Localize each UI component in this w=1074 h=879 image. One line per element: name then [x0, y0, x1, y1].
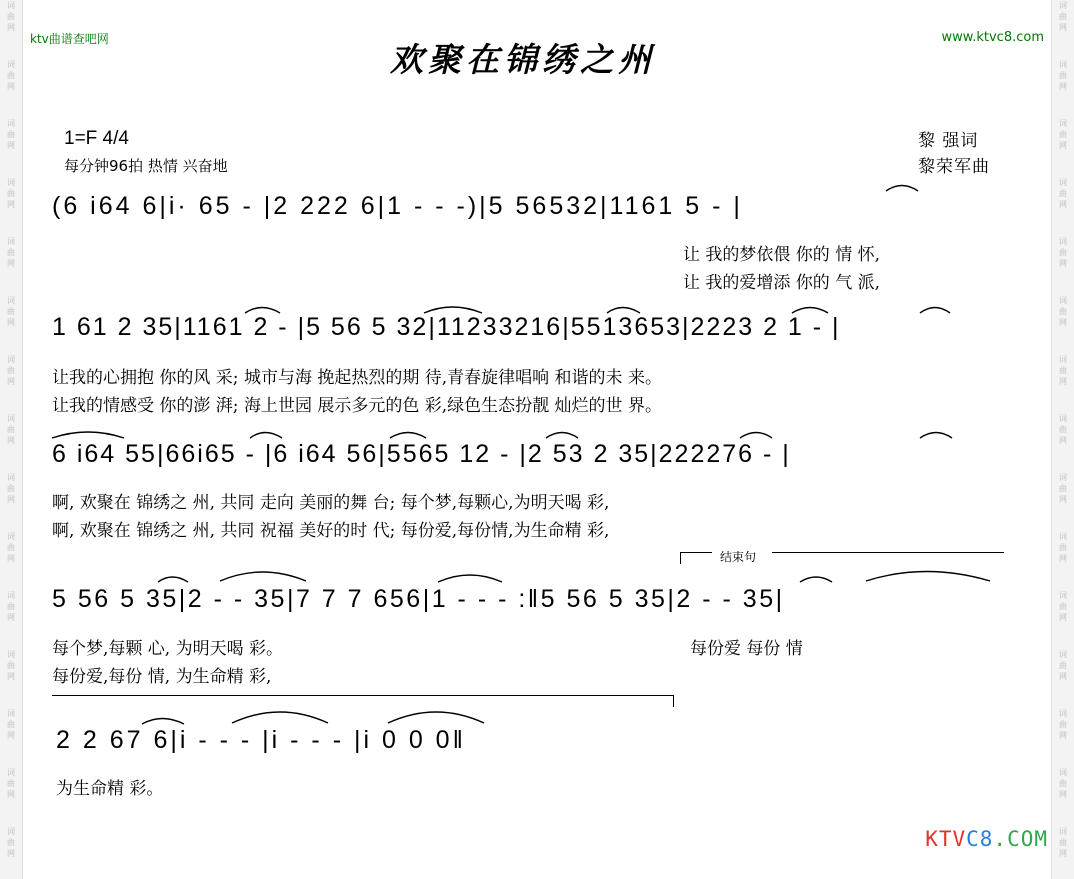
watermark-char: 曲 — [7, 661, 15, 670]
watermark-char: 词 — [7, 1, 15, 10]
lyrics-line-4-verse-1: 每个梦,每颗 心, 为明天喝 彩。 — [52, 639, 284, 659]
lyricist-credit: 黎 强词 — [918, 131, 979, 151]
watermark-char: 曲 — [1059, 248, 1067, 257]
watermark-char: 曲 — [7, 720, 15, 729]
watermark-char: 网 — [1059, 82, 1067, 91]
watermark-char: 曲 — [7, 602, 15, 611]
watermark-char: 曲 — [7, 130, 15, 139]
watermark-char: 网 — [7, 731, 15, 740]
notation-line-3: 6 i64 55|66i65 - |6 i64 56|5565 12 - |2 53 2 35|222276 - | — [52, 440, 791, 468]
watermark-char: 网 — [1059, 672, 1067, 681]
watermark-char: 词 — [7, 414, 15, 423]
watermark-char: 网 — [1059, 23, 1067, 32]
watermark-char: 网 — [1059, 613, 1067, 622]
watermark-char: 曲 — [7, 12, 15, 21]
watermark-char: 词 — [7, 473, 15, 482]
watermark-char: 网 — [1059, 495, 1067, 504]
notation-line-2: 1 61 2 35|1161 2 - |5 56 5 32|11233216|5513653|2223 2 1 - | — [52, 313, 841, 341]
watermark-char: 网 — [1059, 200, 1067, 209]
watermark-char: 曲 — [1059, 307, 1067, 316]
watermark-char: 曲 — [1059, 602, 1067, 611]
watermark-char: 网 — [1059, 436, 1067, 445]
watermark-char: 网 — [1059, 849, 1067, 858]
lyrics-line-4-verse-2: 每份爱,每份 情, 为生命精 彩, — [52, 667, 272, 687]
watermark-char: 词 — [1059, 709, 1067, 718]
watermark-char: 网 — [1059, 141, 1067, 150]
lyrics-line-2-verse-1: 让我的心拥抱 你的风 采; 城市与海 挽起热烈的期 待,青春旋律唱响 和谐的未 来。 — [52, 368, 662, 388]
watermark-char: 网 — [1059, 554, 1067, 563]
notation-line-1: (6 i64 6|i· 65 - |2 222 6|1 - - -)|5 56532|1161 5 - | — [52, 192, 743, 220]
site-name-left[interactable]: ktv曲谱查吧网 — [30, 32, 109, 46]
watermark-char: 曲 — [7, 543, 15, 552]
watermark-char: 词 — [7, 591, 15, 600]
lyrics-line-1-verse-2: 让 我的爱增添 你的 气 派, — [683, 273, 881, 293]
watermark-char: 曲 — [1059, 71, 1067, 80]
watermark-char: 曲 — [7, 189, 15, 198]
watermark-char: 词 — [7, 532, 15, 541]
key-signature: 1=F 4/4 — [64, 128, 129, 149]
watermark-char: 词 — [1059, 1, 1067, 10]
lyrics-line-3-verse-2: 啊, 欢聚在 锦绣之 州, 共同 祝福 美好的时 代; 每份爱,每份情,为生命精 彩, — [52, 521, 610, 541]
watermark-char: 网 — [7, 436, 15, 445]
watermark-char: 曲 — [1059, 720, 1067, 729]
logo-text-ktv: KTV — [925, 827, 967, 851]
composer-credit: 黎荣军曲 — [918, 157, 990, 177]
watermark-char: 网 — [7, 613, 15, 622]
watermark-char: 曲 — [7, 307, 15, 316]
watermark-char: 曲 — [7, 779, 15, 788]
watermark-char: 曲 — [1059, 12, 1067, 21]
watermark-char: 词 — [7, 768, 15, 777]
watermark-char: 曲 — [7, 366, 15, 375]
watermark-char: 网 — [7, 790, 15, 799]
watermark-char: 曲 — [1059, 779, 1067, 788]
watermark-char: 词 — [1059, 591, 1067, 600]
watermark-char: 词 — [1059, 119, 1067, 128]
watermark-char: 曲 — [7, 484, 15, 493]
watermark-char: 网 — [1059, 318, 1067, 327]
ending-label: 结束句 — [720, 550, 757, 564]
watermark-char: 词 — [1059, 237, 1067, 246]
watermark-char: 词 — [1059, 414, 1067, 423]
watermark-char: 曲 — [1059, 130, 1067, 139]
notation-line-5: 2 2 67 6|i - - - |i - - - |i 0 0 0‖ — [56, 726, 466, 754]
watermark-char: 曲 — [1059, 543, 1067, 552]
watermark-char: 词 — [1059, 650, 1067, 659]
watermark-char: 词 — [1059, 355, 1067, 364]
watermark-char: 词 — [7, 650, 15, 659]
notation-line-4: 5 56 5 35|2 - - 35|7 7 7 656|1 - - - :‖5 56 5 35|2 - - 35| — [52, 585, 785, 613]
watermark-char: 网 — [1059, 377, 1067, 386]
watermark-char: 词 — [1059, 532, 1067, 541]
watermark-char: 曲 — [7, 248, 15, 257]
watermark-char: 网 — [7, 495, 15, 504]
watermark-char: 词 — [7, 60, 15, 69]
watermark-char: 词 — [7, 296, 15, 305]
watermark-char: 曲 — [7, 71, 15, 80]
watermark-char: 词 — [7, 178, 15, 187]
lyrics-line-2-verse-2: 让我的情感受 你的澎 湃; 海上世园 展示多元的色 彩,绿色生态扮靓 灿烂的世 界。 — [52, 396, 662, 416]
watermark-char: 词 — [1059, 827, 1067, 836]
watermark-char: 词 — [7, 709, 15, 718]
watermark-char: 网 — [7, 82, 15, 91]
watermark-char: 词 — [1059, 60, 1067, 69]
watermark-char: 词 — [1059, 473, 1067, 482]
watermark-char: 网 — [7, 259, 15, 268]
watermark-char: 网 — [7, 141, 15, 150]
watermark-char: 网 — [1059, 790, 1067, 799]
watermark-char: 网 — [7, 23, 15, 32]
watermark-char: 曲 — [7, 838, 15, 847]
watermark-char: 词 — [1059, 296, 1067, 305]
watermark-char: 词 — [1059, 768, 1067, 777]
lyrics-line-4-coda: 每份爱 每份 情 — [690, 639, 803, 659]
lyrics-line-5: 为生命精 彩。 — [56, 779, 164, 799]
watermark-char: 网 — [1059, 259, 1067, 268]
watermark-char: 词 — [1059, 178, 1067, 187]
watermark-char: 词 — [7, 355, 15, 364]
watermark-char: 曲 — [1059, 425, 1067, 434]
watermark-char: 网 — [7, 554, 15, 563]
logo-text-com: .COM — [993, 827, 1048, 851]
lyrics-line-3-verse-1: 啊, 欢聚在 锦绣之 州, 共同 走向 美丽的舞 台; 每个梦,每颗心,为明天喝 彩, — [52, 493, 610, 513]
watermark-char: 网 — [1059, 731, 1067, 740]
logo-text-c8: C8 — [966, 827, 994, 851]
ktvc8-logo[interactable] — [925, 827, 1048, 851]
tempo-mood: 每分钟96拍 热情 兴奋地 — [64, 157, 228, 175]
song-title: 欢聚在锦绣之州 — [390, 40, 656, 79]
watermark-char: 曲 — [7, 425, 15, 434]
site-url-right[interactable]: www.ktvc8.com — [941, 30, 1044, 45]
watermark-char: 曲 — [1059, 484, 1067, 493]
watermark-char: 网 — [7, 849, 15, 858]
watermark-char: 词 — [7, 119, 15, 128]
watermark-char: 曲 — [1059, 838, 1067, 847]
watermark-char: 网 — [7, 318, 15, 327]
watermark-char: 网 — [7, 377, 15, 386]
watermark-char: 网 — [7, 672, 15, 681]
watermark-char: 曲 — [1059, 366, 1067, 375]
watermark-char: 词 — [7, 237, 15, 246]
watermark-char: 网 — [7, 200, 15, 209]
lyrics-line-1-verse-1: 让 我的梦依偎 你的 情 怀, — [683, 245, 881, 265]
watermark-char: 词 — [7, 827, 15, 836]
watermark-char: 曲 — [1059, 189, 1067, 198]
watermark-char: 曲 — [1059, 661, 1067, 670]
